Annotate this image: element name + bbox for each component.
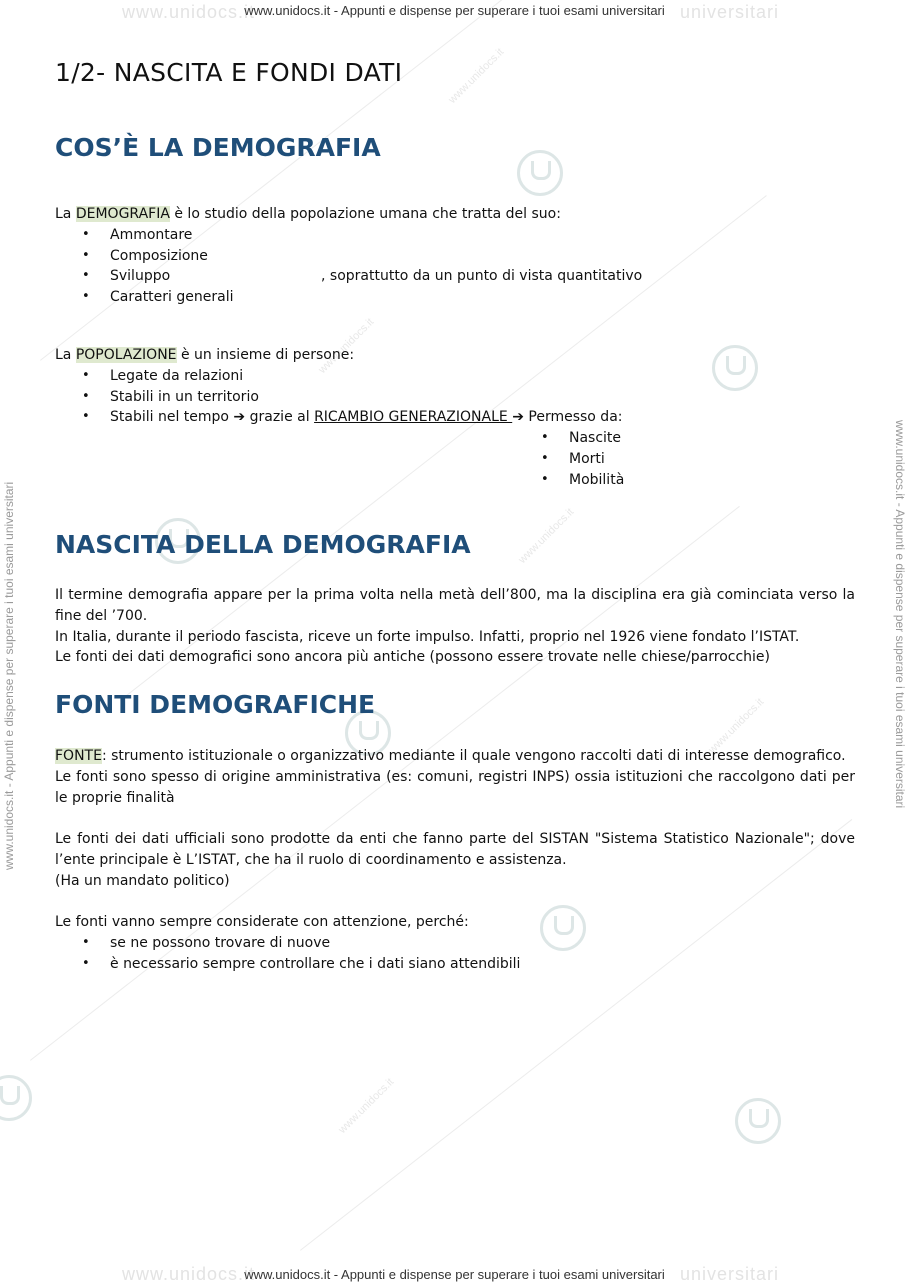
text: Stabili nel tempo ➔ grazie al — [110, 409, 315, 426]
list-item — [55, 266, 855, 287]
list-item: • Caratteri generali — [55, 287, 855, 308]
highlight-term: FONTE — [55, 748, 102, 764]
paragraph: Le fonti sono spesso di origine amministrativa (es: comuni, registri INPS) ossia istituzioni che raccolgono dati per le proprie finalità — [55, 768, 855, 806]
watermark-diagonal-text: www.unidocs.it — [316, 316, 377, 376]
watermark-ghost-text: universitari — [680, 2, 780, 22]
watermark-ghost-text: www.unidocs.it — [122, 2, 256, 22]
text: La — [55, 206, 76, 222]
paragraph: In Italia, durante il periodo fascista, riceve un forte impulso. Infatti, proprio nel 1926 viene fondato l’ISTAT. — [55, 628, 800, 645]
list-item: • Composizione — [55, 246, 855, 267]
watermark-side-left: www.unidocs.it - Appunti e dispense per superare i tuoi esami universitari — [2, 481, 16, 870]
list-item: • Morti — [55, 449, 855, 470]
list-item — [55, 407, 855, 428]
list-item: • è necessario sempre controllare che i dati siano attendibili — [55, 954, 855, 975]
section-popolazione-definition — [55, 345, 855, 491]
watermark-logo-icon — [735, 1098, 781, 1144]
text: ➔ Permesso da: — [512, 409, 623, 426]
text: è un insieme di persone: — [176, 347, 355, 363]
list-suffix: , soprattutto da un punto di vista quantitativo — [321, 268, 643, 285]
paragraph: Le fonti vanno sempre considerate con attenzione, perché: — [55, 914, 469, 931]
section-demografia-definition — [55, 204, 855, 308]
list-item: • Nascite — [55, 428, 855, 449]
watermark-bottom: www.unidocs.it - Appunti e dispense per superare i tuoi esami universitari — [244, 1267, 665, 1282]
list-item: • se ne possono trovare di nuove — [55, 933, 855, 954]
document-title: 1/2- NASCITA E FONDI DATI — [55, 58, 403, 87]
list-demografia-aspects — [55, 225, 855, 308]
list-item: • Stabili in un territorio — [55, 387, 855, 408]
list-item: • Mobilità — [55, 470, 855, 491]
text: Sviluppo — [110, 268, 171, 285]
watermark-side-right: www.unidocs.it - Appunti e dispense per superare i tuoi esami universitari — [893, 420, 907, 809]
blank-line — [55, 892, 855, 913]
list-fonti-cautions — [55, 933, 855, 975]
text: è lo studio della popolazione umana che tratta del suo: — [169, 206, 561, 222]
watermark-ghost-text: universitari — [680, 1264, 780, 1284]
paragraph: Le fonti dei dati demografici sono ancora più antiche (possono essere trovate nelle chiese/parrocchie) — [55, 649, 770, 666]
watermark-logo-icon — [0, 1075, 32, 1121]
list-item: • Ammontare — [55, 225, 855, 246]
definition-fonte — [55, 746, 855, 767]
section-nascita-body — [55, 585, 855, 668]
watermark-diagonal-text: www.unidocs.it — [446, 46, 507, 106]
definition-popolazione — [55, 345, 855, 366]
watermark-diagonal-text: www.unidocs.it — [336, 1076, 397, 1136]
highlight-term: DEMOGRAFIA — [75, 206, 170, 222]
sublist-ricambio — [55, 428, 855, 490]
list-item: • Legate da relazioni — [55, 366, 855, 387]
watermark-logo-icon — [517, 150, 563, 196]
watermark-diagonal-text: www.unidocs.it — [516, 506, 577, 566]
section-heading-fonti: FONTI DEMOGRAFICHE — [55, 690, 376, 719]
highlight-term: POPOLAZIONE — [75, 347, 177, 363]
list-popolazione-traits — [55, 366, 855, 428]
text: : strumento istituzionale o organizzativo mediante il quale vengono raccolti dati di interesse demografico. — [101, 748, 846, 764]
definition-demografia — [55, 204, 855, 225]
paragraph: Il termine demografia appare per la prima volta nella metà dell’800, ma la disciplina era già cominciata verso la fine del ’700. — [55, 587, 855, 624]
blank-line — [55, 808, 855, 829]
watermark-diagonal-text: www.unidocs.it — [706, 696, 767, 756]
watermark-top: www.unidocs.it - Appunti e dispense per superare i tuoi esami universitari — [244, 3, 665, 18]
paragraph: Le fonti dei dati ufficiali sono prodotte da enti che fanno parte del SISTAN "Sistema Statistico Nazionale"; dove l’ente principale è L’ISTAT, che ha il ruolo di coordinamento e assistenza. — [55, 831, 855, 868]
watermark-ghost-text: www.unidocs.it — [122, 1264, 256, 1284]
section-heading-demografia: COS’È LA DEMOGRAFIA — [55, 133, 381, 162]
text: La — [55, 347, 76, 363]
paragraph: (Ha un mandato politico) — [55, 872, 230, 889]
underlined-term: RICAMBIO GENERAZIONALE — [314, 409, 513, 426]
section-heading-nascita: NASCITA DELLA DEMOGRAFIA — [55, 530, 471, 559]
section-fonti-body — [55, 746, 855, 975]
